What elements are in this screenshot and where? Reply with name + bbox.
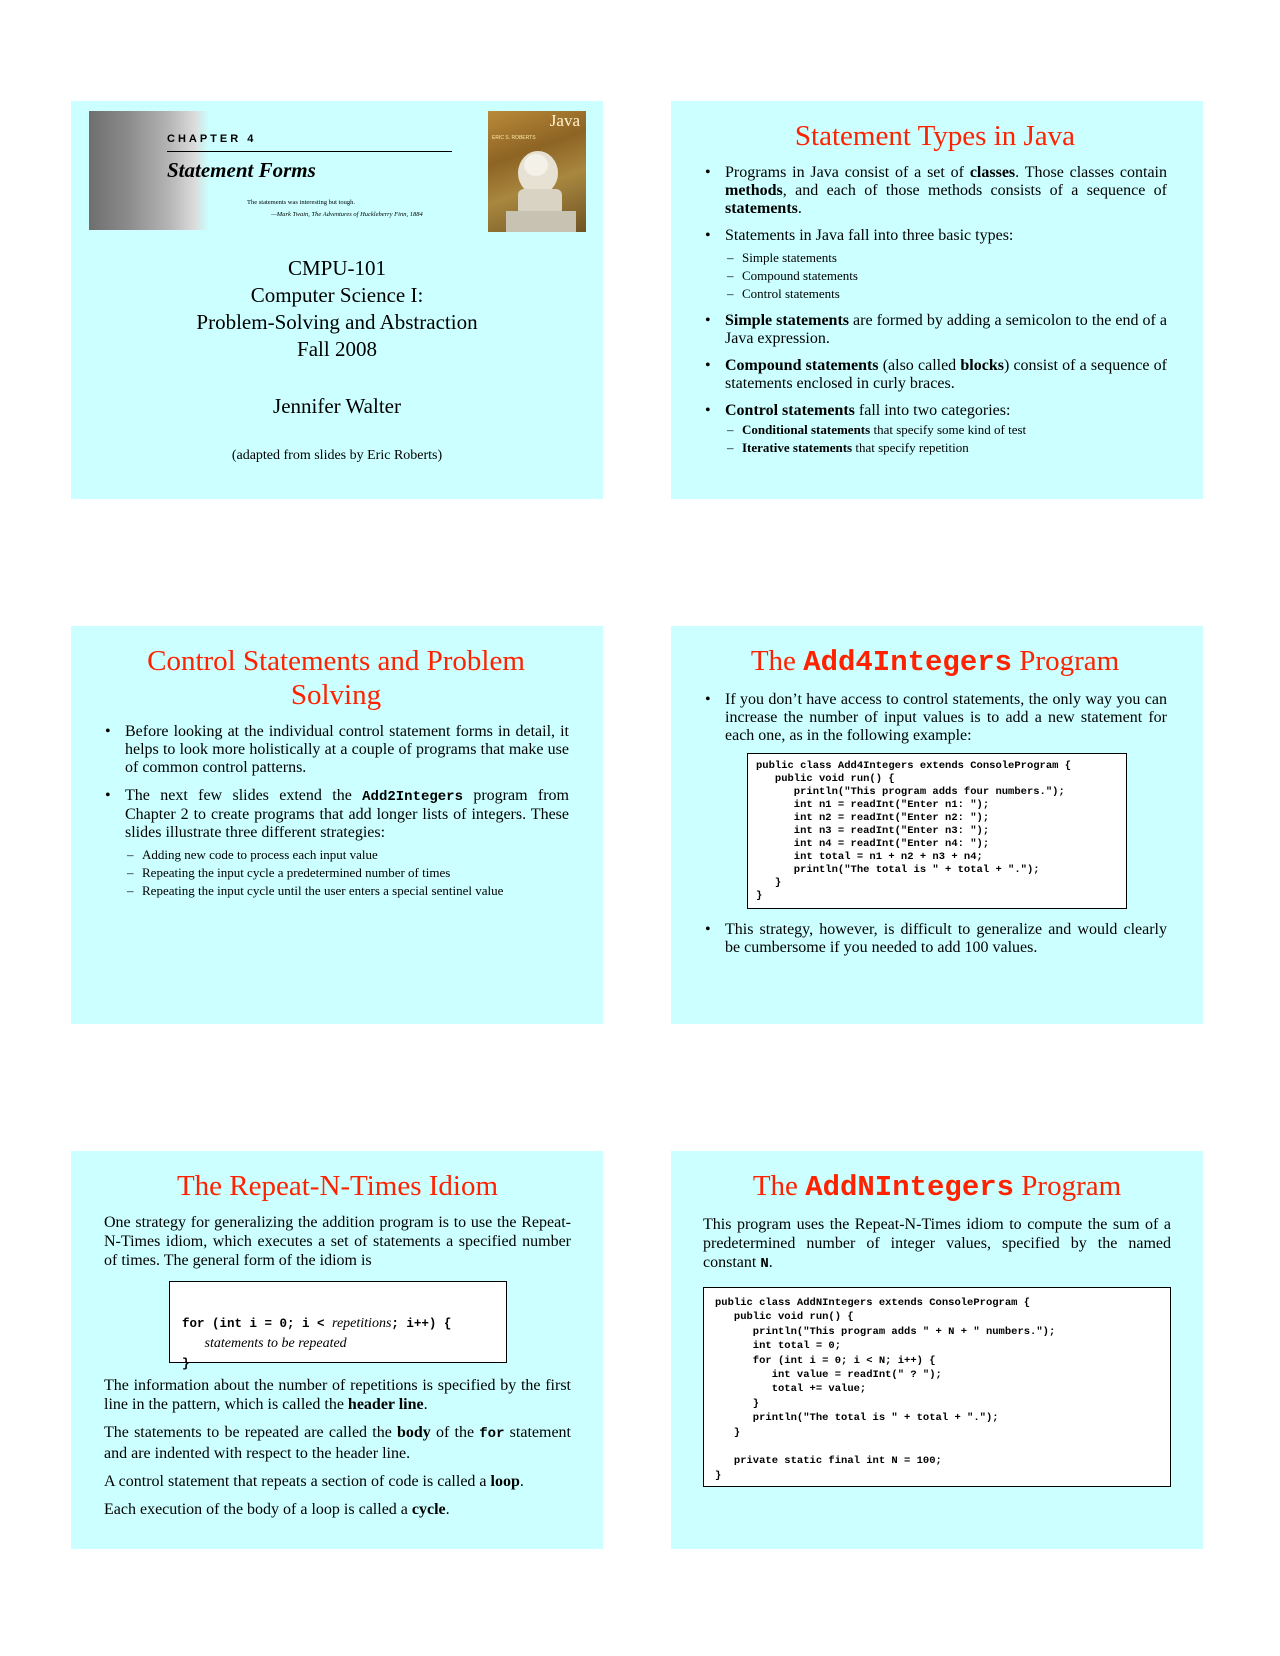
- text: A control statement that repeats a section of code is called a: [104, 1473, 491, 1490]
- paragraph: [104, 1472, 571, 1491]
- sub-list: [125, 846, 569, 900]
- code-text: }: [182, 1357, 190, 1371]
- paragraph: [104, 1423, 571, 1463]
- epigraph-quote: The statements was interesting but tough.: [247, 199, 355, 206]
- term: Compound statements: [725, 357, 879, 374]
- sub-item: – Adding new code to process each input value: [125, 846, 569, 864]
- sub-list: [725, 421, 1167, 457]
- text: Each execution of the body of a loop is called a: [104, 1501, 412, 1518]
- slide-add4integers: [671, 626, 1203, 1024]
- text: This program uses the Repeat-N-Times idiom to compute the sum of a predetermined number of integer values, specified by the named constant: [703, 1216, 1171, 1271]
- sub-item: – Repeating the input cycle a predetermined number of times: [125, 864, 569, 882]
- idiom-code-block: [169, 1281, 507, 1371]
- bullet-item: [703, 402, 1167, 457]
- title-code: Add4Integers: [803, 646, 1013, 679]
- title-part: The: [752, 1170, 806, 1202]
- bullet-item: • This strategy, however, is difficult to generalize and would clearly be cumbersome if you needed to add 100 values.: [703, 921, 1167, 957]
- bullet-list: [103, 723, 569, 900]
- term: Iterative statements: [742, 440, 853, 455]
- text: (also called: [878, 357, 961, 374]
- text: fall into two categories:: [854, 402, 1011, 419]
- slide-title-text: Statement Types in Java: [794, 120, 1076, 152]
- term-statements: statements: [725, 200, 798, 217]
- text: The information about the number of repetitions is specified by the first line in the pattern, which is called the: [104, 1377, 571, 1413]
- paragraph: [104, 1376, 571, 1414]
- text: .: [445, 1501, 450, 1518]
- term: Simple statements: [725, 312, 850, 329]
- bullet-item: [703, 227, 1167, 303]
- title-part: Program: [1012, 645, 1120, 677]
- text: Programs in Java consist of a set of: [725, 164, 970, 181]
- sub-item: – Compound statements: [725, 267, 1167, 285]
- epigraph-source: —Mark Twain, The Adventures of Huckleberry Finn, 1884: [271, 211, 423, 218]
- term: Conditional statements: [742, 422, 871, 437]
- chapter-banner: [89, 111, 489, 230]
- term: Control statements: [725, 402, 855, 419]
- text: .: [519, 1473, 524, 1490]
- text: The next few slides extend the: [125, 787, 363, 804]
- book-title: Java: [549, 111, 580, 130]
- bullet-item: • Before looking at the individual control statement forms in detail, it helps to look more holistically at a couple of programs that make use of common control patterns.: [103, 723, 569, 777]
- course-term: Fall 2008: [297, 337, 377, 361]
- paragraph: [104, 1500, 571, 1519]
- term: blocks: [960, 357, 1004, 374]
- placeholder-repetitions: repetitions: [332, 1316, 392, 1331]
- bullet-item: [103, 787, 569, 900]
- bullet-item: [703, 164, 1167, 218]
- slide-title-text: [703, 644, 1167, 680]
- intro-paragraph: [703, 1215, 1171, 1274]
- sub-item: [725, 439, 1167, 457]
- code-text: ; i++) {: [391, 1317, 452, 1331]
- chapter-rule: [167, 151, 452, 152]
- term: body: [397, 1424, 431, 1441]
- bullet-list: [703, 164, 1167, 457]
- slide-title-text: [703, 1169, 1171, 1205]
- code-for: for: [479, 1426, 505, 1442]
- slides-credit: (adapted from slides by Eric Roberts): [231, 448, 443, 463]
- code-text: for (int i = 0; i <: [182, 1317, 333, 1331]
- term-classes: classes: [969, 164, 1016, 181]
- chapter-label: CHAPTER 4: [167, 133, 257, 145]
- sub-item: – Simple statements: [725, 249, 1167, 267]
- term: header line: [347, 1396, 424, 1413]
- title-part: The: [750, 645, 804, 677]
- text: , and each of those methods consists of a sequence of: [782, 182, 1167, 199]
- bullet-item: [703, 312, 1167, 348]
- term-methods: methods: [725, 182, 783, 199]
- text: The statements to be repeated are called the: [104, 1424, 397, 1441]
- bullet-list: [703, 921, 1167, 957]
- text: . Those classes contain: [1015, 164, 1167, 181]
- bullet-item: • If you don’t have access to control statements, the only way you can increase the number of input values is to add a new statement for each one, as in the following example:: [703, 691, 1167, 745]
- course-subtitle: Problem-Solving and Abstraction: [196, 310, 478, 334]
- code-n: N: [760, 1256, 769, 1272]
- text: .: [423, 1396, 428, 1413]
- text: that specify repetition: [852, 440, 969, 455]
- text: .: [768, 1254, 773, 1271]
- code-add2integers: Add2Integers: [362, 789, 463, 805]
- text: of the: [430, 1424, 480, 1441]
- text: that specify some kind of test: [870, 422, 1027, 437]
- term: cycle: [411, 1501, 446, 1518]
- text: are formed by adding a semicolon to the end of a Java expression.: [725, 312, 1168, 347]
- bullet-item: [703, 357, 1167, 393]
- slide-control-statements: [71, 626, 603, 1024]
- course-code: CMPU-101: [287, 256, 387, 280]
- lion-statue-icon: [488, 111, 586, 232]
- sub-list: [725, 249, 1167, 303]
- sub-item: [725, 421, 1167, 439]
- intro-paragraph: One strategy for generalizing the addition program is to use the Repeat-N-Times idiom, which executes a set of statements a specified number of times. The general form of the idiom is: [104, 1214, 571, 1269]
- book-cover-image: [488, 111, 586, 232]
- sub-item: – Control statements: [725, 285, 1167, 303]
- slide-title-text: Control Statements and Problem Solving: [147, 645, 525, 711]
- course-info: [71, 255, 603, 469]
- slide-title-text: The Repeat-N-Times Idiom: [176, 1170, 499, 1202]
- term: loop: [490, 1473, 520, 1490]
- slide-statement-types: [671, 101, 1203, 499]
- code-block: public class AddNIntegers extends ConsoleProgram { public void run() { println("This program adds " + N + " numbers."); int total = 0; for (int i = 0; i < N; i++) { int value = readInt(" ? "); total += value; } println("The total is " + total + "."); } private static final int N = 100; }: [703, 1287, 1171, 1487]
- title-part: Program: [1014, 1170, 1122, 1202]
- placeholder-body: statements to be repeated: [204, 1336, 347, 1351]
- title-code: AddNIntegers: [805, 1171, 1015, 1204]
- slide-repeat-n-times: [71, 1151, 603, 1549]
- book-author: ERIC S. ROBERTS: [492, 135, 536, 141]
- text: Statements in Java fall into three basic types:: [725, 227, 1014, 244]
- sub-item: – Repeating the input cycle until the user enters a special sentinel value: [125, 882, 569, 900]
- text: statement and are indented with respect to the header line.: [104, 1424, 571, 1462]
- chapter-title: Statement Forms: [167, 158, 316, 182]
- text: ) consist of a sequence of statements enclosed in curly braces.: [725, 357, 1168, 392]
- slide-title: [71, 101, 603, 499]
- text: program from Chapter 2 to create programs that add longer lists of integers. These slides illustrate three different strategies:: [125, 787, 569, 841]
- instructor-name: Jennifer Walter: [273, 394, 401, 418]
- course-name: Computer Science I:: [250, 283, 424, 307]
- slide-addnintegers: [671, 1151, 1203, 1549]
- text: .: [797, 200, 802, 217]
- code-block: public class Add4Integers extends ConsoleProgram { public void run() { println("This program adds four numbers."); int n1 = readInt("Enter n1: "); int n2 = readInt("Enter n2: "); int n3 = readInt("Enter n3: "); int n4 = readInt("Enter n4: "); int total = n1 + n2 + n3 + n4; println("The total is " + total + "."); } }: [747, 753, 1127, 909]
- bullet-list: [703, 691, 1167, 745]
